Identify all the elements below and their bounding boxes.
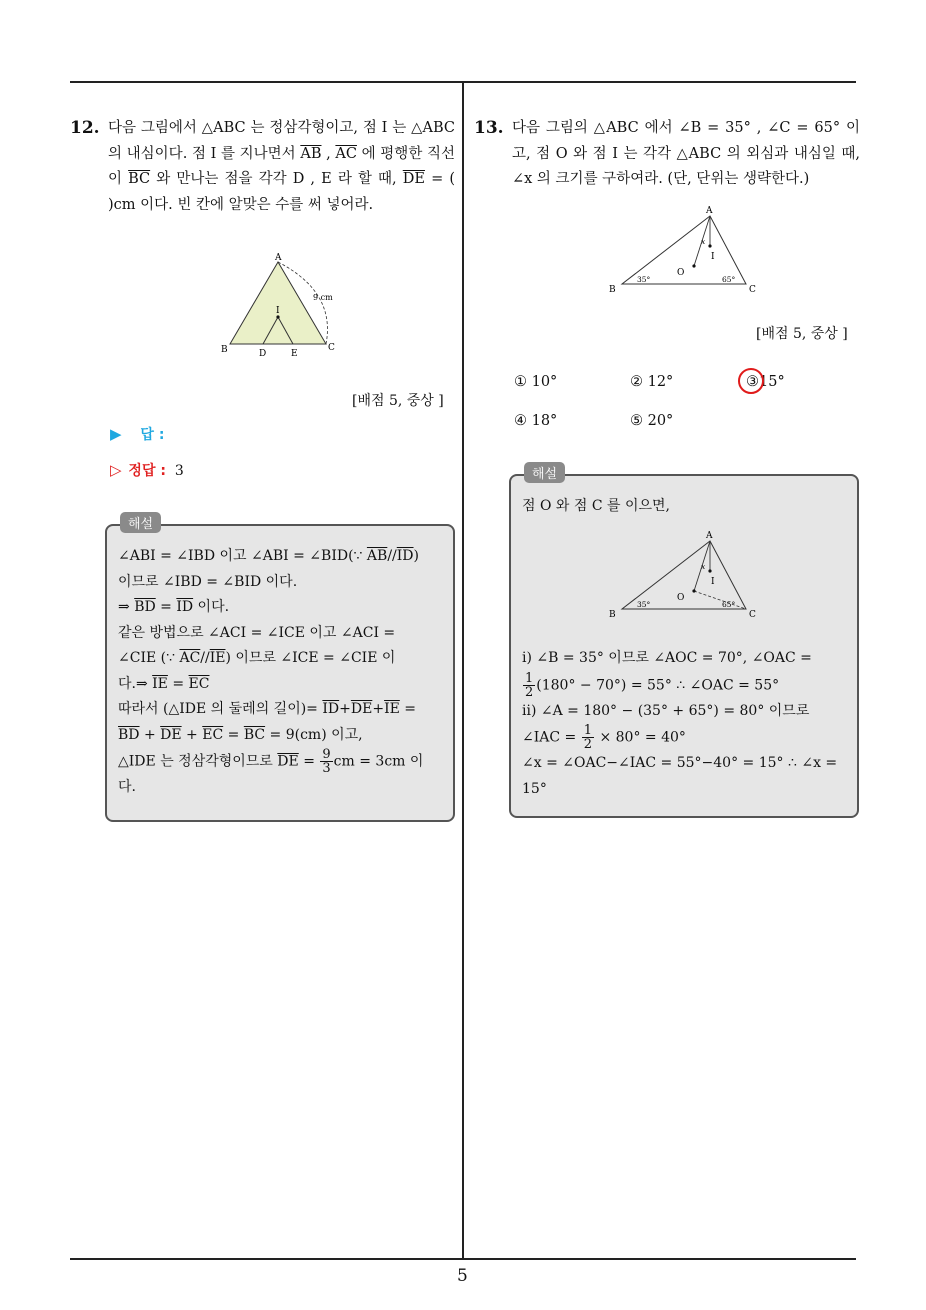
exp-line: ∠CIE (∵ $\overline{AC}//\overline{IE}$) 이므로 ∠ICE = ∠CIE 이 [118,650,396,666]
q13-figure [606,204,764,296]
exp-line: 다. [118,779,136,795]
answer-line [110,424,164,444]
question-12 [70,116,455,218]
exp-line: 따라서 (△IDE 의 둘레의 길이)= $\overline{ID}+\overline{DE}+\overline{IE}$ = [118,701,416,717]
correct-label: 정답 : [128,463,166,479]
bottom-rule [70,1258,856,1260]
q12-figure [218,252,348,364]
selected-circle-icon [738,368,764,394]
exp-line: 다.⇒ $\overline{IE} = \overline{EC}$ [118,675,210,692]
label-c: C [749,610,756,620]
label-x: x [701,562,706,571]
column-divider [462,82,464,1259]
exp-line: ⅰ) ∠B = 35° 이므로 ∠AOC = 70°, ∠OAC = [522,650,812,666]
fraction: $\frac{1}{2}$ [583,723,592,752]
exp-line: ∠IAC = $\frac{1}{2}$ × 80° = 40° [522,723,686,752]
q13-explanation-text [522,494,844,520]
label-x: x [701,237,706,246]
q13-score: [배점 5, 중상 ] [756,326,848,342]
choice-1[interactable]: ① 10° [514,374,558,390]
exp-line: 15° [522,780,547,797]
label-b: B [221,345,228,355]
label-b: B [609,285,616,295]
choice-3[interactable]: ③15° [746,374,785,390]
q13-explanation-figure [606,529,764,621]
exp-line: ∠ABI = ∠IBD 이고 ∠ABI = ∠BID(∵ $\overline{AB}//\overline{ID}$) [118,548,419,564]
exp-line: ⅱ) ∠A = 180° − (35° + 65°) = 80° 이므로 [522,702,810,719]
outline-play-icon: ▷ [110,461,122,479]
question-text: 다음 그림의 △ABC 에서 ∠B = 35° , ∠C = 65° 이고, 점 O 와 점 I 는 각각 △ABC 의 외심과 내심일 때, ∠x 의 크기를 구하여라. (단, 단위는 생략한다.) [512,120,860,187]
choice-2[interactable]: ② 12° [630,374,674,390]
exp-line: 점 O 와 점 C 를 이으면, [522,498,671,514]
choice-4[interactable]: ④ 18° [514,413,558,429]
label-35: 35° [637,275,651,284]
q12-explanation-tab: 해설 [120,512,161,533]
question-number: 12. [70,118,100,138]
fraction: $\frac{1}{2}$ [525,670,534,700]
label-65: 65° [722,600,736,609]
exp-line: 같은 방법으로 ∠ACI = ∠ICE 이고 ∠ACI = [118,624,396,641]
label-a: A [275,253,282,263]
label-65: 65° [722,275,736,284]
triangle-abc [230,262,326,344]
question-number: 13. [474,118,504,138]
q13-explanation-steps [522,646,844,802]
exp-line: $\overline{BD} + \overline{DE} + \overline{EC} = \overline{BC} = 9(cm)$ 이고, [118,726,363,743]
correct-answer-line [110,460,184,480]
label-o: O [677,593,685,603]
exp-line: ⇒ $\overline{BD} = \overline{ID}$ 이다. [118,599,230,615]
fraction: $\frac{9}{3}$ [322,747,331,776]
label-c: C [749,285,756,295]
question-text: 다음 그림에서 △ABC 는 정삼각형이고, 점 I 는 △ABC 의 내심이다. 점 I 를 지나면서 $\overline{AB}$ , $\overline{AC}$ 에 평행한 직선이 $\overline{BC}$ 와 만나는 점을 각각 D , E 라 할 때, $\overline{DE}$ = ( )cm 이다. 빈 칸에 알맞은 수를 써 넣어라. [108,120,455,213]
label-o: O [677,268,685,278]
q12-score: [배점 5, 중상 ] [352,393,444,409]
label-e: E [291,349,298,359]
label-a: A [706,206,713,216]
q13-explanation-tab: 해설 [524,462,565,483]
label-35: 35° [637,600,651,609]
correct-value: 3 [174,463,184,479]
exp-line: $\frac{1}{2}$ (180° − 70°) = 55° ∴ ∠OAC = 55° [525,670,780,700]
choice-5[interactable]: ⑤ 20° [630,413,674,429]
play-icon: ▶ [110,425,122,443]
exp-line: 이므로 ∠IBD = ∠BID 이다. [118,573,298,590]
label-d: D [259,349,267,359]
question-13 [474,116,860,193]
label-i: I [711,252,715,262]
label-i: I [711,577,715,587]
label-c: C [328,343,335,353]
label-i: I [276,306,280,316]
page-number: 5 [457,1266,468,1286]
label-a: A [706,531,713,541]
answer-label: 답 : [140,427,165,443]
exp-line: △IDE 는 정삼각형이므로 $\overline{DE}$ = $\frac{9}{3}$ cm = 3cm 이 [118,747,424,776]
exp-line: ∠x = ∠OAC−∠IAC = 55°−40° = 15° ∴ ∠x = [522,755,838,771]
label-b: B [609,610,616,620]
label-9cm: 9 cm [313,293,333,302]
q12-explanation-text [118,544,440,801]
